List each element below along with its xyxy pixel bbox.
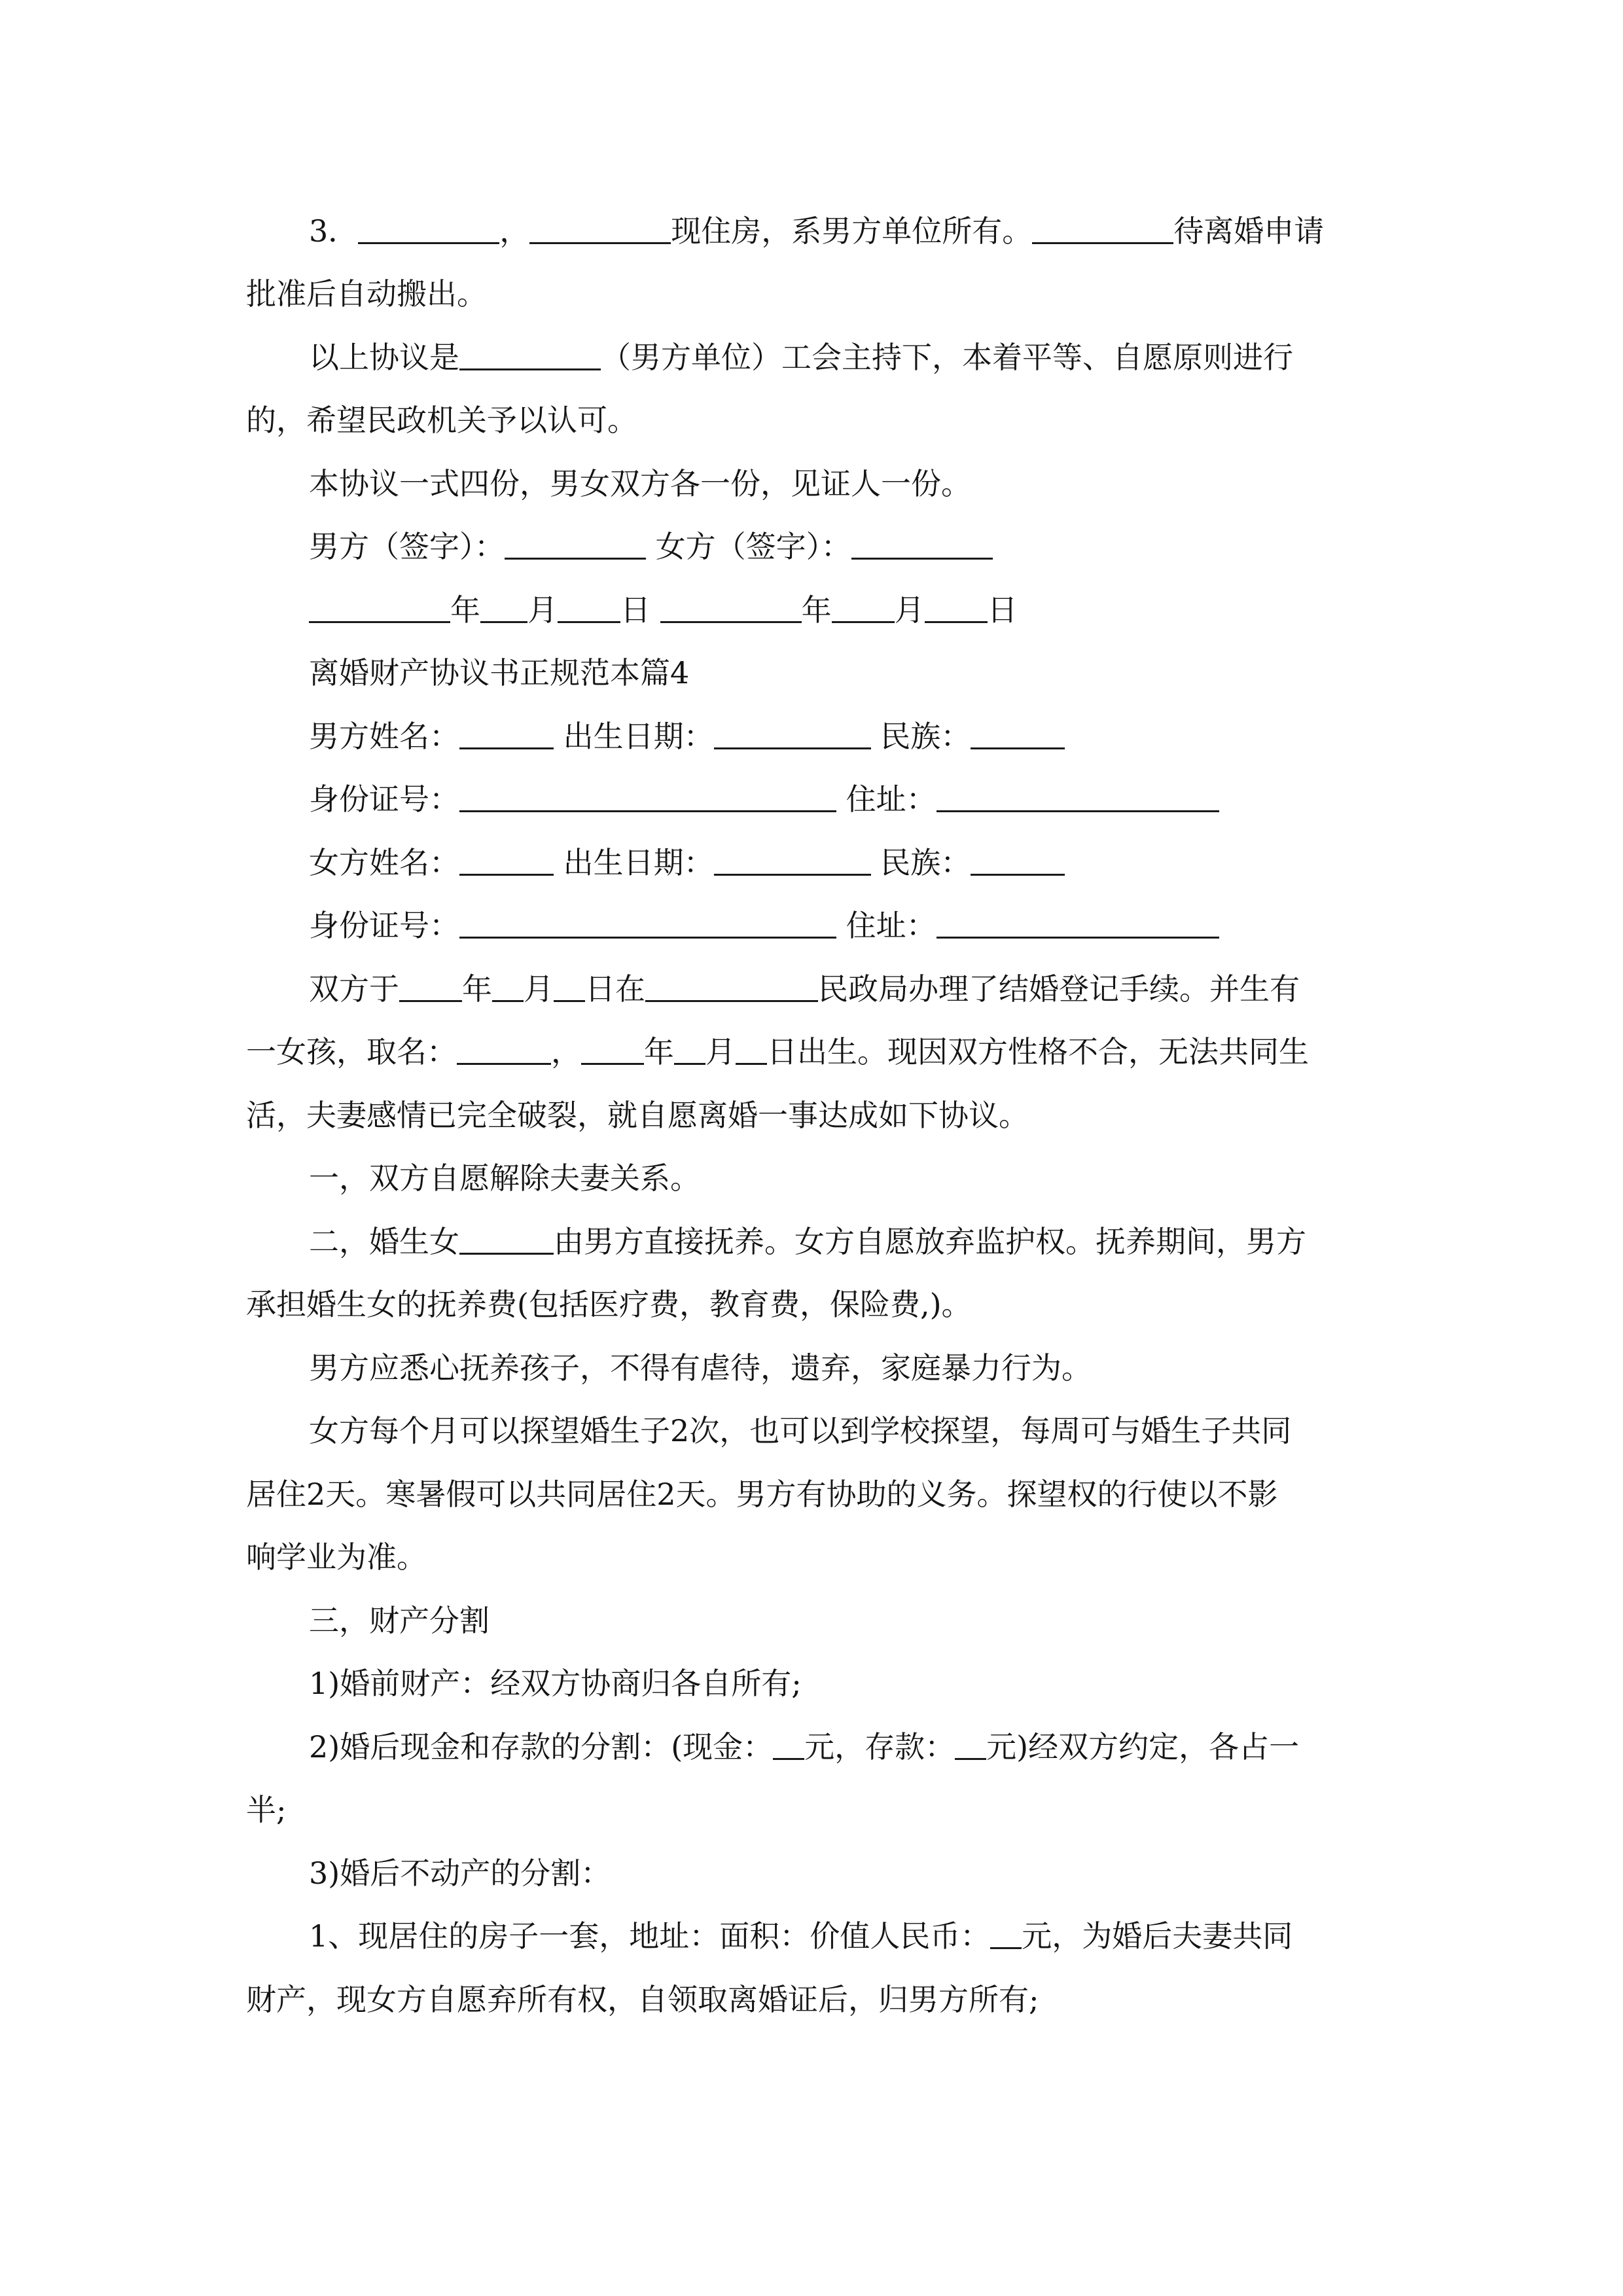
form-field-line: 男方姓名： 出生日期： 民族：: [309, 721, 1065, 751]
blank-field: [358, 216, 499, 244]
blank-field: [955, 1732, 986, 1760]
signature-line: 男方（签字）： 女方（签字）：: [309, 531, 993, 562]
blank-field: [773, 1732, 804, 1760]
blank-field: [529, 216, 671, 244]
blank-field: [645, 974, 818, 1002]
blank-field: [714, 721, 871, 749]
blank-field: [1032, 216, 1173, 244]
blank-field: [459, 784, 836, 812]
text-line: 财产，现女方自愿弃所有权，自领取离婚证后，归男方所有;: [246, 1982, 1039, 2017]
text-line: 承担婚生女的抚养费(包括医疗费，教育费，保险费,)。: [246, 1287, 972, 1322]
blank-field: [925, 595, 988, 623]
text-line: 双方于 年 月 日在 民政局办理了结婚登记手续。并生有: [309, 971, 1300, 1007]
text-line: 一女孩，取名： ， 年 月 日出生。现因双方性格不合，无法共同生: [246, 1034, 1309, 1069]
text-line: 女方每个月可以探望婚生子2次，也可以到学校探望，每周可与婚生子共同: [309, 1413, 1292, 1448]
blank-field: [459, 1227, 554, 1255]
text-line: 以上协议是 （男方单位）工会主持下，本着平等、自愿原则进行: [309, 340, 1293, 375]
blank-field: [480, 595, 527, 623]
text-line: 本协议一式四份，男女双方各一份，见证人一份。: [309, 466, 971, 501]
text-line: 2)婚后现金和存款的分割：(现金： 元，存款： 元)经双方约定，各占一: [309, 1729, 1300, 1765]
text-line: 男方应悉心抚养孩子，不得有虐待，遗弃，家庭暴力行为。: [309, 1350, 1092, 1386]
form-field-line: 身份证号： 住址：: [309, 784, 1219, 814]
blank-field: [736, 1037, 767, 1065]
text-line: 1)婚前财产：经双方协商归各自所有;: [309, 1666, 802, 1701]
blank-field: [936, 910, 1219, 939]
text-line: 3． ， 现住房，系男方单位所有。 待离婚申请: [309, 213, 1325, 249]
blank-field: [459, 910, 836, 939]
text-line: 二，婚生女 由男方直接抚养。女方自愿放弃监护权。抚养期间，男方: [309, 1224, 1306, 1259]
text-line: 三，财产分割: [309, 1603, 490, 1638]
blank-field: [459, 721, 554, 749]
blank-field: [581, 1037, 644, 1065]
blank-field: [558, 595, 620, 623]
text-line: 居住2天。寒暑假可以共同居住2天。男方有协助的义务。探望权的行使以不影: [246, 1477, 1278, 1512]
blank-field: [990, 1921, 1022, 1949]
blank-field: [459, 342, 601, 370]
date-line: 年 月 日 年 月 日: [309, 595, 1018, 625]
blank-field: [554, 974, 585, 1002]
blank-field: [674, 1037, 705, 1065]
blank-field: [492, 974, 524, 1002]
blank-field: [971, 848, 1065, 876]
text-line: 的，希望民政机关予以认可。: [246, 403, 637, 438]
section-heading: 离婚财产协议书正规范本篇4: [309, 655, 690, 691]
blank-field: [399, 974, 462, 1002]
text-line: 3)婚后不动产的分割：: [309, 1856, 611, 1891]
blank-field: [936, 784, 1219, 812]
blank-field: [457, 1037, 551, 1065]
text-line: 批准后自动搬出。: [246, 276, 487, 312]
form-field-line: 女方姓名： 出生日期： 民族：: [309, 848, 1065, 878]
blank-field: [832, 595, 895, 623]
blank-field: [851, 531, 993, 560]
text-line: 响学业为准。: [246, 1539, 427, 1575]
text-line: 半;: [246, 1792, 287, 1827]
text-line: 1、现居住的房子一套，地址：面积：价值人民币： 元，为婚后夫妻共同: [309, 1918, 1293, 1954]
text-line: 活，夫妻感情已完全破裂，就自愿离婚一事达成如下协议。: [246, 1098, 1029, 1133]
blank-field: [309, 595, 450, 623]
blank-field: [714, 848, 871, 876]
blank-field: [971, 721, 1065, 749]
blank-field: [505, 531, 646, 560]
blank-field: [459, 848, 554, 876]
form-field-line: 身份证号： 住址：: [309, 910, 1219, 941]
blank-field: [660, 595, 802, 623]
text-line: 一，双方自愿解除夫妻关系。: [309, 1160, 700, 1196]
